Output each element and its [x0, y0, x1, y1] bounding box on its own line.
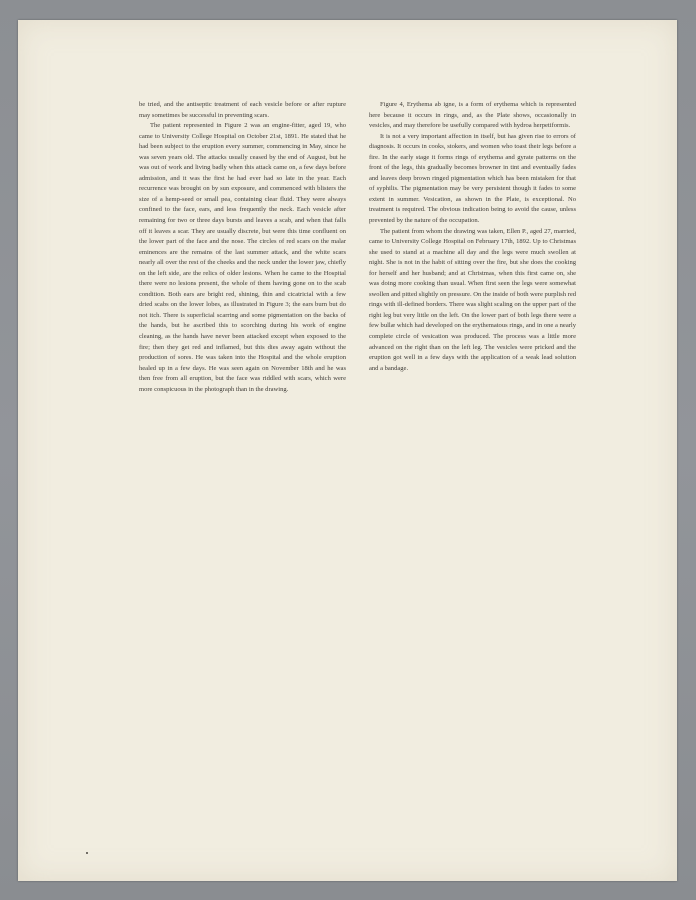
text-column-right [369, 100, 576, 374]
paragraph: Figure 4, Erythema ab igne, is a form of erythema which is represented here because it occurs in rings, and, as the Plate shows, occasionally in vesicles, and may therefore be usefully compared with hydroa herpetiformis. [369, 101, 576, 130]
text-column-left [139, 100, 346, 395]
paragraph: It is not a very important affection in itself, but has given rise to errors of diagnosis. It occurs in cooks, stokers, and women who toast their legs before a fire. In the early stage it forms rings of erythema and gyrate patterns on the front of the legs, this gradually becomes browner in tint and eventually fades and leaves deep brown ringed pigmentation which has been mistaken for that of syphilis. The pigmentation may be very persistent though it fades to some extent in summer. Vesication, as shown in the Plate, is exceptional. No treatment is required. The obvious indication being to avoid the cause, unless prevented by the nature of the occupation. [369, 132, 576, 225]
paragraph: The patient represented in Figure 2 was an engine-fitter, aged 19, who came to University College Hospital on October 21st, 1891. He stated that he had been subject to the eruption every summer, commencing in May, since he was seven years old. The attacks usually ceased by the end of August, but he was out of work and living badly when this attack came on, a few days before admission, and it was the first he had ever had so late in the year. Each recurrence was brought on by sun exposure, and commenced with blisters the size of a hemp-seed or small pea, containing clear fluid. They were always confined to the face, ears, and less frequently the neck. Each vesicle after remaining for two or three days bursts and leaves a scab, and when that falls off it leaves a scar. They are usually discrete, but were this time confluent on the lower part of the face and the nose. The circles of red scars on the malar eminences are the remains of the last summer attack, and the white scars nearly all over the rest of the cheeks and the neck under the lower jaw, chiefly on the left side, are the relics of older lesions. When he came to the Hospital there were no lesions present, the whole of them having gone on to the scab condition. Both ears are bright red, shining, thin and cicatricial with a few dried scabs on the lower lobes, as illustrated in Figure 3; the ears burn but do not itch. There is superficial scarring and some pigmentation on the backs of the hands, but he ascribed this to scorching during his work of engine cleaning, as the hands have never been attacked except when exposed to the fire; then they get red and inflamed, but this dies away again without the production of sores. He was taken into the Hospital and the whole eruption healed up in a few days. He was seen again on November 18th and he was then free from all eruption, but the face was riddled with scars, which were more conspicuous in the photograph than in the drawing. [139, 122, 346, 393]
document-page [18, 20, 677, 881]
paragraph: be tried, and the antiseptic treatment of each vesicle before or after rupture may sometimes be successful in preventing scars. [139, 101, 346, 119]
paper-speck [86, 852, 88, 854]
paragraph: The patient from whom the drawing was taken, Ellen P., aged 27, married, came to University College Hospital on February 17th, 1892. Up to Christmas she used to stand at a machine all day and the legs were much swollen at night. She is not in the habit of sitting over the fire, but she does the cooking for herself and her husband; and at Christmas, when this first came on, she was doing more cooking than usual. When first seen the legs were somewhat swollen and pitted slightly on pressure. On the inside of both were purplish red rings with ill-defined borders. There was slight scaling on the upper part of the right leg but very little on the left. On the lower part of both legs there were a few bullæ which had developed on the erythematous rings, and in one a nearly complete circle of vesication was produced. The process was a little more advanced on the right than on the left leg. The vesicles were pricked and the eruption got well in a few days with the application of a weak lead solution and a bandage. [369, 227, 576, 372]
